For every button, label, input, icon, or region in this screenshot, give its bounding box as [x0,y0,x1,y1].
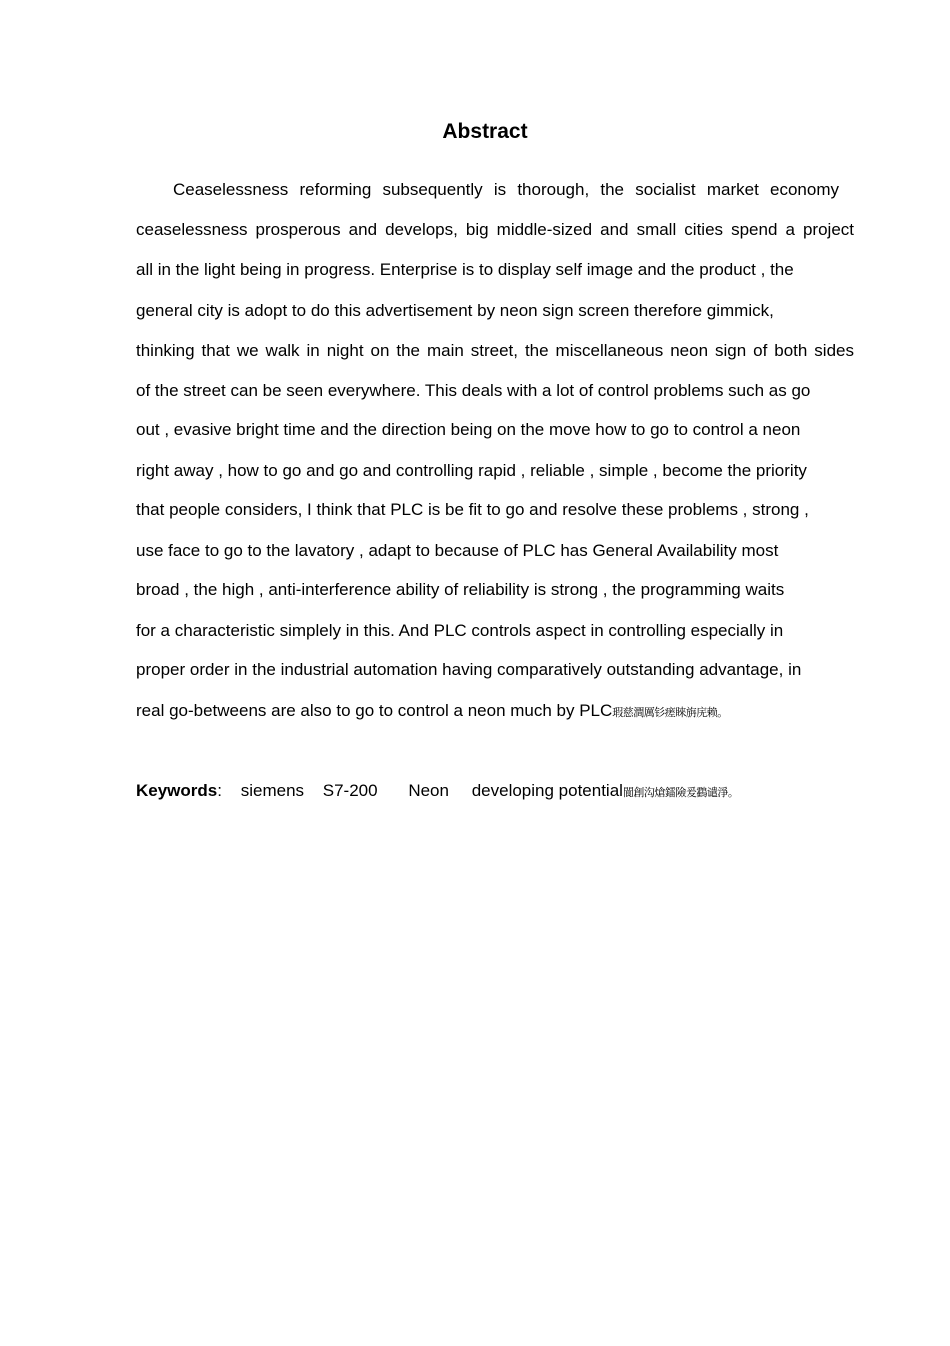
keywords-separator: : [217,781,222,800]
garbled-text-tail: 瑕慈澗厲钐瘥睞旃庑赖。 [612,707,728,719]
keywords-label: Keywords [136,781,218,800]
abstract-line-11: broad , the high , anti-interference ability of reliability is strong , the programming waits [136,580,785,599]
abstract-line-10: use face to go to the lavatory , adapt to because of PLC has General Availability most [136,541,779,560]
abstract-line-13: proper order in the industrial automation having comparatively outstanding advantage, in [136,660,802,679]
abstract-line-6: of the street can be seen everywhere. This deals with a lot of control problems such as go [136,381,811,400]
abstract-line-4: general city is adopt to do this advertisement by neon sign screen therefore gimmick, [136,301,774,320]
keyword-term: Neon [408,781,449,800]
abstract-line-9: that people considers, I think that PLC is be fit to go and resolve these problems , strong , [136,500,809,519]
keywords-line [136,779,738,805]
abstract-line-1: Ceaselessness reforming subsequently is thorough, the socialist market economy [173,180,839,199]
abstract-line-14-text: real go-betweens are also to go to control a neon much by PLC [136,701,613,720]
keywords-garbled-tail: 閬創沟熗鐳險爰鸖谴淨。 [622,787,739,799]
keyword-term: S7-200 [322,781,378,800]
abstract-line-5: thinking that we walk in night on the main street, the miscellaneous neon sign of both sides [136,341,854,360]
keyword-term: siemens [240,781,305,800]
abstract-line-3: all in the light being in progress. Enterprise is to display self image and the product , the [136,260,794,279]
abstract-line-8: right away , how to go and go and controlling rapid , reliable , simple , become the priority [136,461,807,480]
abstract-line-12: for a characteristic simplely in this. And PLC controls aspect in controlling especially in [136,621,784,640]
abstract-title: Abstract [442,120,528,143]
abstract-line-7: out , evasive bright time and the direction being on the move how to go to control a neon [136,420,801,439]
abstract-line-2: ceaselessness prosperous and develops, big middle-sized and small cities spend a project [136,220,854,239]
abstract-line-14 [136,699,854,725]
keyword-term: developing potential [471,781,623,800]
